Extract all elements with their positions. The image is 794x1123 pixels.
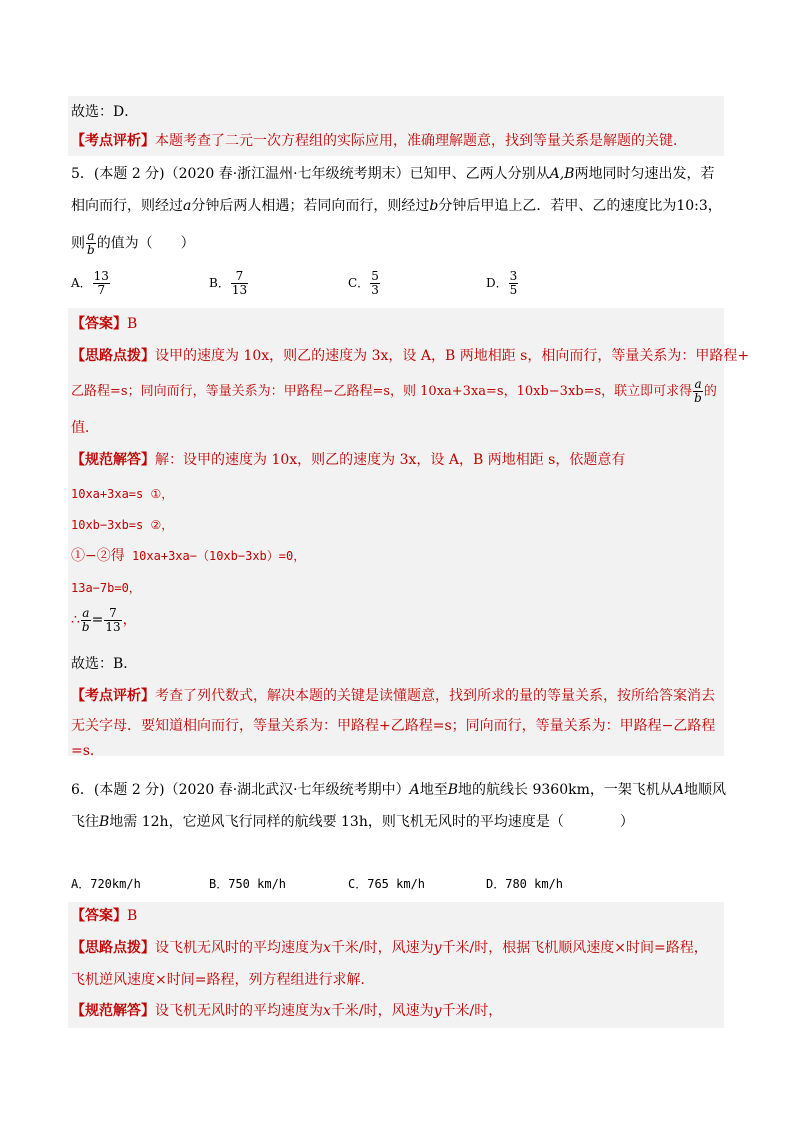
q5-option-c: C． $\frac{5}{3}$ [348, 269, 379, 297]
var-a: a [183, 198, 192, 214]
answer-value: B [127, 908, 138, 924]
q5-eval-line-1: 【考点评析】考查了列代数式，解决本题的关键是读懂题意，找到所求的量的等量关系，按所给答案消去 [71, 688, 715, 704]
q5-equation-4: 13a−7b=0， [71, 581, 141, 595]
q5-answer-line [71, 314, 723, 334]
eval-tag: 【考点评析】 [71, 133, 155, 149]
hint-tag: 【思路点拨】 [71, 940, 155, 956]
q5-hint-line-2: 乙路程=s；同向而行，等量关系为：甲路程−乙路程=s，则 10xa+3xa=s，10xb−3xb=s，联立即可求得 $\frac{a}{b}$ 的 [71, 377, 717, 405]
q6-answer-line [71, 906, 723, 926]
q6-hint-line-2: 飞机逆风速度×时间=路程，列方程组进行求解． [71, 972, 375, 988]
select-answer-prev: 故选：D． [71, 104, 139, 120]
q5-stem-line-2: 相向而行，则经过a分钟后两人相遇；若同向而行，则经过b分钟后甲追上乙．若甲、乙的速度比为10:3， [71, 198, 722, 214]
hint-tag: 【思路点拨】 [71, 348, 155, 364]
q6-hint-line-1: 【思路点拨】设飞机无风时的平均速度为x千米/时，风速为y千米/时，根据飞机顺风速度×时间=路程， [71, 940, 708, 956]
solution-tag: 【规范解答】 [71, 1003, 155, 1019]
solution-tag: 【规范解答】 [71, 452, 155, 468]
q5-equation-5: ∴ $\frac{a}{b}$ = $\frac{7}{13}$ ， [71, 605, 137, 634]
q5-option-d: D． $\frac{3}{5}$ [486, 269, 518, 297]
speed-ratio: 10:3 [676, 198, 708, 214]
var-ab: A,B [549, 166, 575, 182]
q5-option-b: B． $\frac{7}{13}$ [209, 269, 248, 297]
q5-eval-line-2: 无关字母．要知道相向而行，等量关系为：甲路程+乙路程=s；同向而行，等量关系为：甲路程−乙路程 [71, 718, 716, 734]
var-b: b [429, 198, 439, 214]
q5-equation-2: 10xb−3xb=s ②， [71, 518, 174, 532]
q5-hint-line-3: 值． [71, 420, 99, 436]
answer-value: B [127, 316, 138, 332]
q6-solution-line-1: 【规范解答】设飞机无风时的平均速度为x千米/时，风速为y千米/时， [71, 1003, 503, 1019]
q5-stem-line-3: 则 $\frac{a}{b}$ 的值为（ ） [71, 229, 195, 257]
q5-solution-line-1: 【规范解答】解：设甲的速度为 10x，则乙的速度为 3x，设 A，B 两地相距 s，依题意有 [71, 452, 626, 468]
q6-stem-line-2: 飞往B地需 12h，它逆风飞行同样的航线要 13h，则飞机无风时的平均速度是（ ） [71, 814, 634, 830]
q5-stem-line-1: 5．(本题 2 分)（2020 春·浙江温州·七年级统考期末）已知甲、乙两人分别从A,B两地同时匀速出发，若 [71, 166, 715, 182]
q5-eval-line-3: =s． [71, 743, 104, 759]
q6-option-a: A．720km/h [71, 877, 141, 891]
q5-option-a: A． $\frac{13}{7}$ [71, 269, 109, 297]
q5-equation-1: 10xa+3xa=s ①， [71, 487, 174, 501]
q6-stem-line-1: 6．(本题 2 分)（2020 春·湖北武汉·七年级统考期中）A地至B地的航线长 9360km，一架飞机从A地顺风 [71, 782, 727, 798]
q6-option-c: C．765 km/h [348, 877, 426, 891]
eval-tag: 【考点评析】 [71, 688, 155, 704]
q6-option-b: B．750 km/h [209, 877, 287, 891]
fraction-a-over-b: $\frac{a}{b}$ [87, 229, 95, 257]
answer-tag: 【答案】 [71, 908, 127, 924]
eval-text: 本题考查了二元一次方程组的实际应用，准确理解题意，找到等量关系是解题的关键． [155, 133, 687, 149]
q5-equation-3: ①−②得 10xa+3xa−（10xb−3xb）=0， [71, 548, 306, 564]
q5-hint-line-1: 【思路点拨】设甲的速度为 10x，则乙的速度为 3x，设 A，B 两地相距 s，相向而行，等量关系为：甲路程+ [71, 348, 750, 364]
q5-select-line: 故选：B． [71, 656, 138, 672]
q6-option-d: D．780 km/h [486, 877, 564, 891]
hint-fraction-a-over-b: $\frac{a}{b}$ [694, 377, 702, 405]
answer-tag: 【答案】 [71, 316, 127, 332]
eval-line-prev [71, 131, 723, 151]
